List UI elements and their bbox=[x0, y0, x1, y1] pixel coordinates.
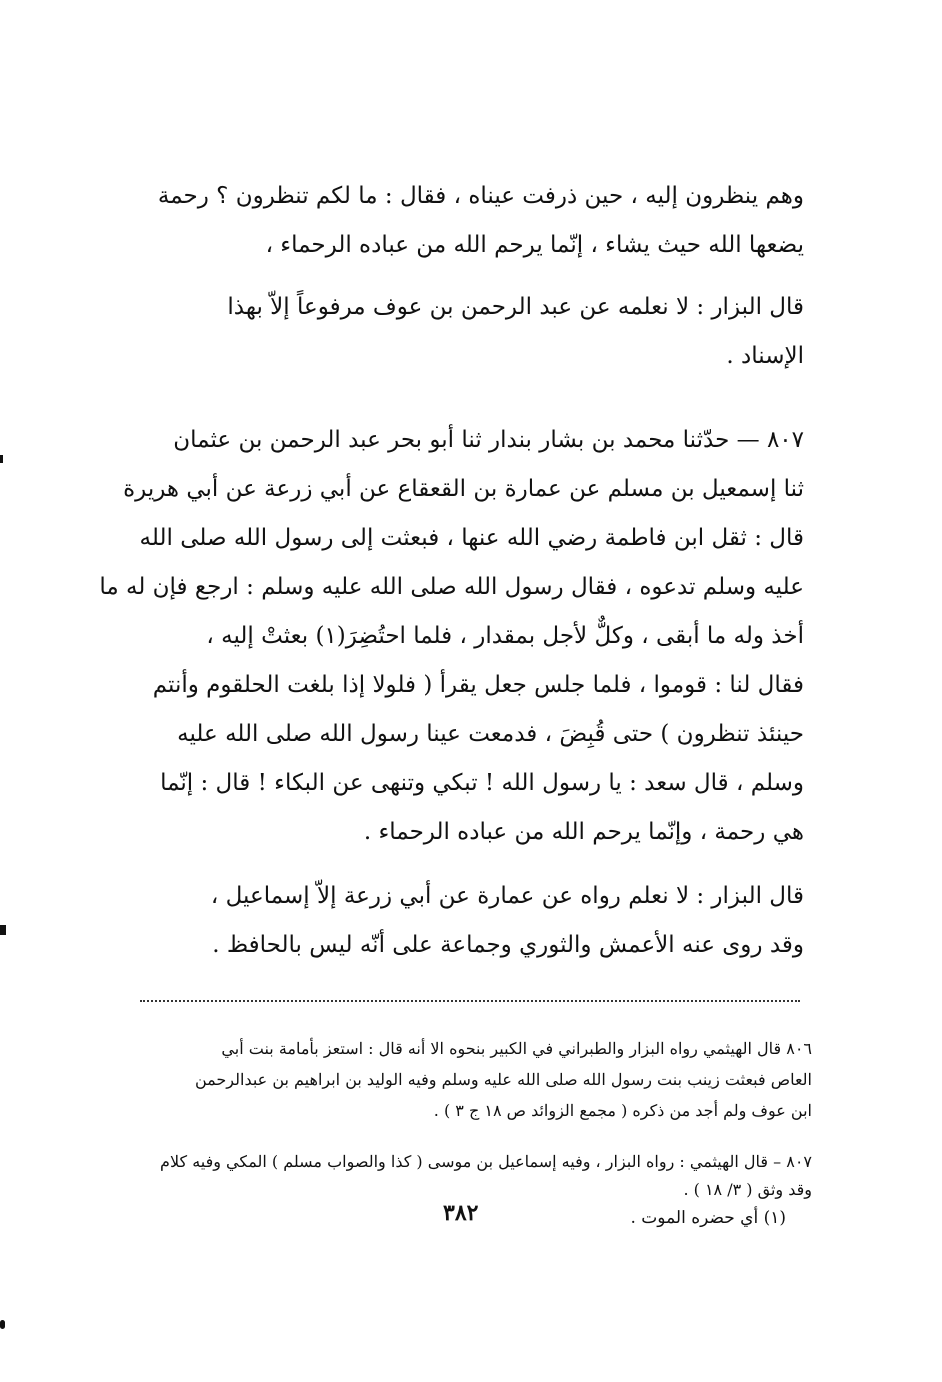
footnote-line: ٨٠٧ – قال الهيثمي : رواه البزار ، وفيه إسماعيل بن موسى ( كذا والصواب مسلم ) المكي وفيه كلام bbox=[160, 1152, 812, 1171]
text-line: ثنا إسمعيل بن مسلم عن عمارة بن القعقاع عن أبي زرعة عن أبي هريرة bbox=[123, 476, 804, 502]
paragraph-bazzar-note-807 bbox=[134, 872, 804, 970]
footnote-line: وقد وثق ( ٣/ ١٨ ) . bbox=[683, 1180, 812, 1199]
footnote-807 bbox=[132, 1148, 812, 1204]
text-line: هي رحمة ، وإنّما يرحم الله من عباده الرحماء . bbox=[363, 819, 804, 845]
paragraph-continuation bbox=[134, 172, 804, 270]
text-line: قال : ثقل ابن فاطمة رضي الله عنها ، فبعثت إلى رسول الله صلى الله bbox=[139, 525, 804, 551]
text-line: فقال لنا : قوموا ، فلما جلس جعل يقرأ ( فلولا إذا بلغت الحلقوم وأنتم bbox=[152, 672, 804, 698]
scan-edge-mark bbox=[0, 925, 6, 935]
text-line: قال البزار : لا نعلم رواه عن عمارة عن أبي زرعة إلاّ إسماعيل ، bbox=[210, 883, 804, 909]
scan-edge-mark bbox=[0, 455, 3, 463]
footnote-divider bbox=[140, 1000, 800, 1002]
text-line: وهم ينظرون إليه ، حين ذرفت عيناه ، فقال : ما لكم تنظرون ؟ رحمة bbox=[157, 183, 804, 209]
footnote-1: (١) أي حضره الموت . bbox=[630, 1208, 786, 1228]
text-line: أخذ وله ما أبقى ، وكلٌّ لأجل بمقدار ، فلما احتُضِرَ(١) بعثتْ إليه ، bbox=[206, 623, 804, 649]
text-line: عليه وسلم تدعوه ، فقال رسول الله صلى الله عليه وسلم : ارجع فإن له ما bbox=[99, 574, 804, 600]
text-line: يضعها الله حيث يشاء ، إنّما يرحم الله من عباده الرحماء ، bbox=[265, 232, 804, 258]
text-line: الإسناد . bbox=[726, 343, 804, 369]
hadith-807 bbox=[99, 416, 804, 857]
text-line: وسلم ، قال سعد : يا رسول الله ! تبكي وتنهى عن البكاء ! قال : إنّما bbox=[160, 770, 804, 796]
footnote-806 bbox=[132, 1033, 812, 1126]
text-line: وقد روى عنه الأعمش والثوري وجماعة على أنّه ليس بالحافظ . bbox=[212, 932, 804, 958]
footnote-line: ابن عوف ولم أجد من ذكره ( مجمع الزوائد ص ١٨ ج ٣ ) . bbox=[433, 1101, 812, 1120]
footnote-line: ٨٠٦ قال الهيثمي رواه البزار والطبراني في الكبير بنحوه الا أنه قال : استعز بأمامة بنت أبي bbox=[221, 1039, 812, 1058]
text-line: ٨٠٧ — حدّثنا محمد بن بشار بندار ثنا أبو بحر عبد الرحمن بن عثمان bbox=[173, 427, 804, 453]
page-number: ٣٨٢ bbox=[443, 1200, 479, 1226]
footnote-line: العاص فبعثت زينب بنت رسول الله صلى الله عليه وسلم وفيه الوليد بن ابراهيم بن عبدالرحمن bbox=[194, 1070, 812, 1089]
paragraph-bazzar-note-806 bbox=[134, 283, 804, 381]
text-line: قال البزار : لا نعلمه عن عبد الرحمن بن عوف مرفوعاً إلاّ بهذا bbox=[227, 294, 804, 320]
text-line: حينئذ تنظرون ) حتى قُبِضَ ، فدمعت عينا رسول الله صلى الله عليه bbox=[177, 721, 804, 747]
scan-edge-mark bbox=[0, 1320, 5, 1329]
